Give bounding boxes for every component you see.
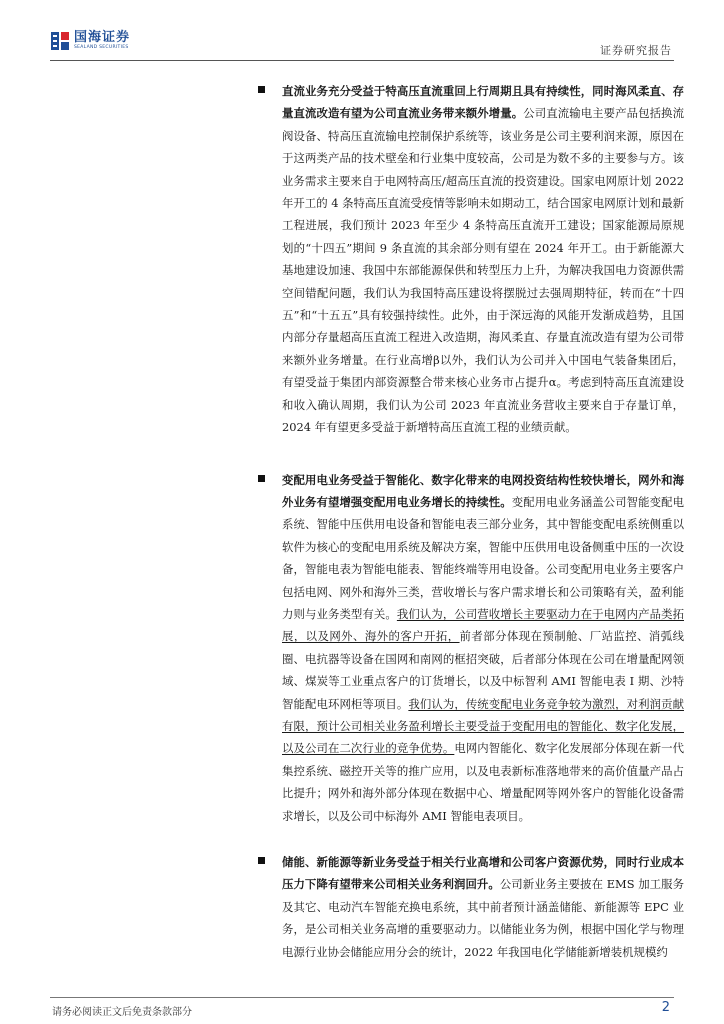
section-text: 变配用电业务涵盖公司智能变配电系统、智能中压供用电设备和智能电表三部分业务，其中智能变配电系统侧重以软件为核心的变配电用系统及解决方案，智能中压供用电设备侧重中压的一次设备，智能电表为智能电能表、智能终端等用电设备。公司变配用电业务主要客户包括电网、网外和海外三类，营收增长与客户需求增长和公司策略有关，盈利能力则与业务类型有关。 — [282, 494, 684, 621]
page-header — [0, 0, 724, 62]
report-body — [282, 80, 684, 963]
logo-english-name: SEALAND SECURITIES — [74, 45, 129, 51]
bullet-square-icon — [258, 86, 265, 93]
underlined-conclusion: 我们认为，传统变配电业务竞争较为激烈，对利润贡献有限，预计公司相关业务盈利增长主要受益于变配用电的智能化、数字化发展，以及公司在二次行业的竞争优势。 — [282, 696, 684, 756]
section-text: 前者部分体现在预制舱、厂站监控、消弧线圈、电抗器等设备在国网和南网的框招突破，后者部分体现在公司在增量配网领域、煤炭等工业重点客户的订货增长，以及中标智利 AMI 智能电表 I 期、沙特智能配电环网柜等项目。 — [282, 629, 684, 711]
section-text: 电网内智能化、数字化发展部分体现在新一代集控系统、磁控开关等的推广应用，以及电表新标准落地带来的高价值量产品占比提升；网外和海外部分体现在数据中心、增量配网等网外客户的智能化设备需求增长，以及公司中标海外 AMI 智能电表项目。 — [282, 741, 684, 823]
section-distribution-business — [282, 469, 684, 828]
bullet-square-icon — [258, 475, 265, 482]
footer-divider — [50, 997, 674, 998]
sealand-logo-icon — [50, 31, 70, 51]
section-heading: 直流业务充分受益于特高压直流重回上行周期且具有持续性，同时海风柔直、存量直流改造有望为公司直流业务带来额外增量。 — [282, 84, 684, 121]
bullet-square-icon — [258, 857, 265, 864]
disclaimer-note: 请务必阅读正文后免责条款部分 — [52, 1007, 192, 1018]
section-text: 公司直流输电主要产品包括换流阀设备、特高压直流输电控制保护系统等，该业务是公司主要利润来源，原因在于这两类产品的技术壁垒和行业集中度较高，公司是为数不多的主要参与方。该业务需求主要来自于电网特高压/超高压直流的投资建设。国家电网原计划 2022 年开工的 4 条特高压直流受疫情等影响未如期动工，结合国家电网原计划和最新工程进展，我们预计 2023 年至少 4 条特高压直流开工建设；国家能源局原规划的“十四五”期间 9 条直流的其余部分则有望在 2024 年开工。由于新能源大基地建设加速、我国中东部能源保供和转型压力上升，为解决我国电力资源供需空间错配问题，我们认为我国特高压建设将摆脱过去强周期特征，转而在“十四五”和“十五五”具有较强持续性。此外，由于深远海的风能开发渐成趋势，且国内部分存量超高压直流工程进入改造期，海风柔直、存量直流改造有望为公司带来额外业务增量。在行业高增β以外，我们认为公司并入中国电气装备集团后，有望受益于集团内部资源整合带来核心业务市占提升α。考虑到特高压直流建设和收入确认周期，我们认为公司 2023 年直流业务营收主要来自于存量订单，2024 年有望更多受益于新增特高压直流工程的业绩贡献。 — [282, 106, 684, 435]
report-type-label: 证券研究报告 — [600, 44, 672, 57]
header-divider — [50, 60, 674, 61]
section-text: 公司新业务主要披在 EMS 加工服务及其它、电动汽车智能充换电系统，其中前者预计涵盖储能、新能源等 EPC 业务，是公司相关业务高增的重要驱动力。以储能业务为例，根据中国化学与物理电源行业协会储能应用分会的统计，2022 年我国电化学储能新增装机规模约 — [282, 877, 684, 959]
logo-chinese-name: 国海证券 — [74, 30, 131, 46]
underlined-conclusion: 我们认为，公司营收增长主要驱动力在于电网内产品类拓展，以及网外、海外的客户开拓， — [282, 606, 684, 644]
section-new-business — [282, 851, 684, 963]
page-number: 2 — [661, 1000, 670, 1015]
section-heading: 变配用电业务受益于智能化、数字化带来的电网投资结构性较快增长，网外和海外业务有望增强变配用电业务增长的持续性。 — [282, 472, 684, 509]
section-heading: 储能、新能源等新业务受益于相关行业高增和公司客户资源优势，同时行业成本压力下降有望带来公司相关业务利润回升。 — [282, 855, 684, 892]
section-dc-business — [282, 80, 684, 439]
company-logo — [50, 30, 130, 52]
